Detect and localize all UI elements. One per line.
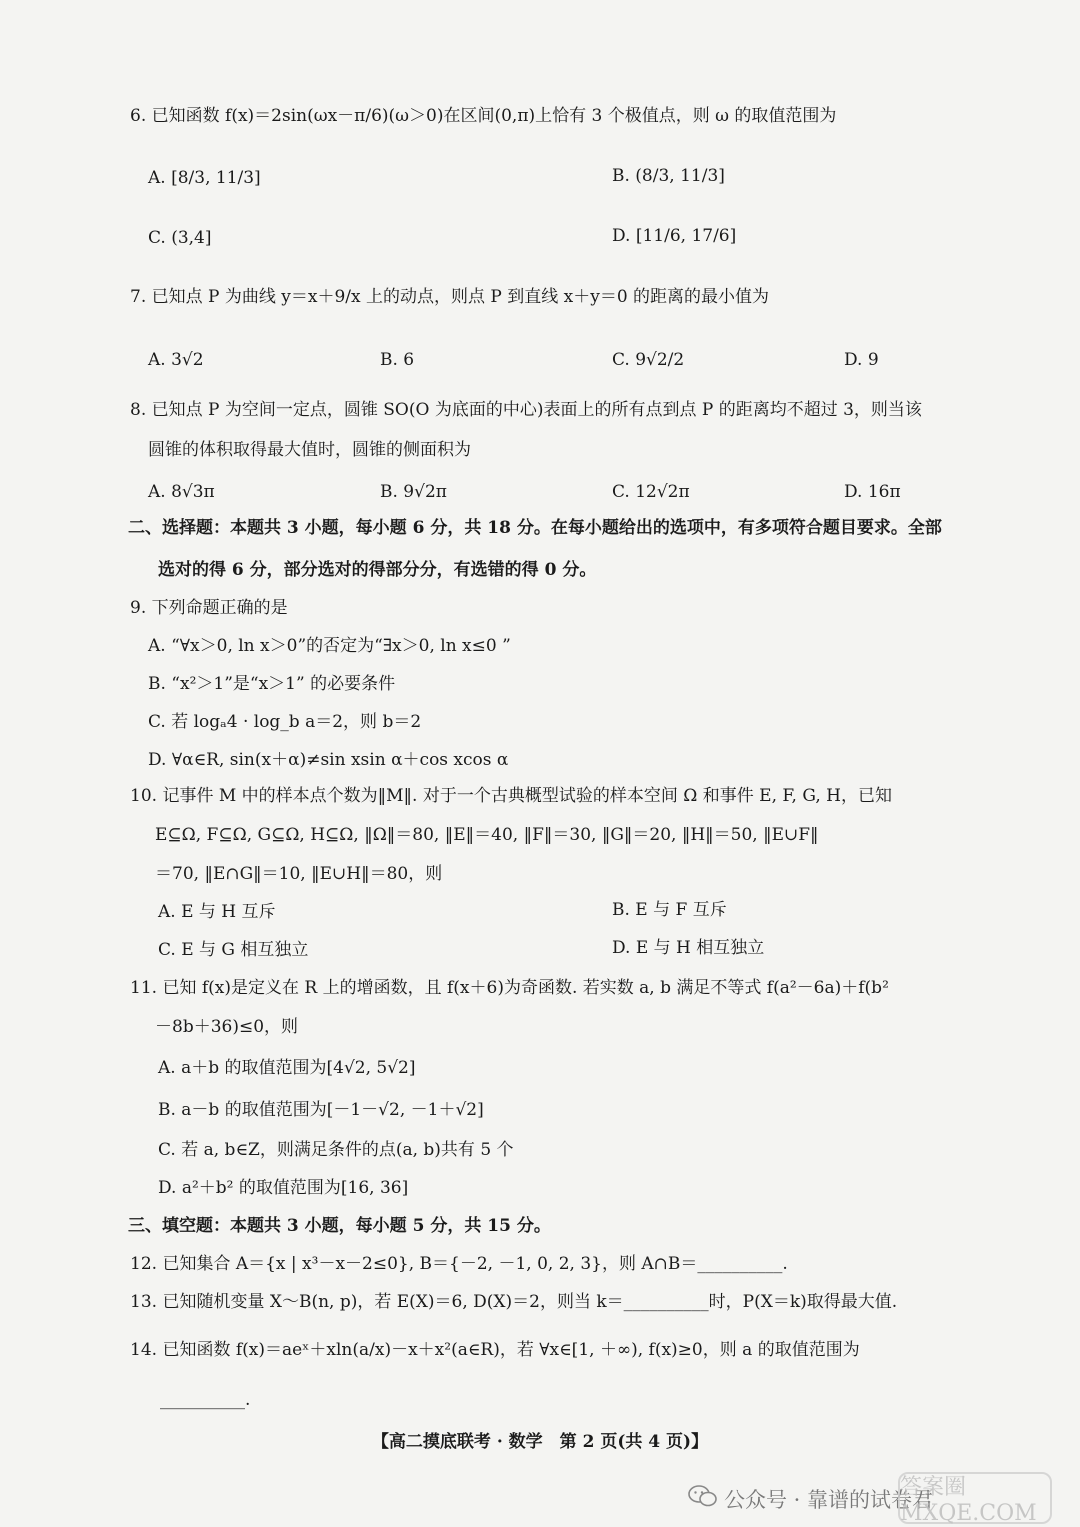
- q9-option-b: B. “x²＞1”是“x＞1” 的必要条件: [148, 674, 396, 694]
- question-8: 8. 已知点 P 为空间一定点，圆锥 SO(O 为底面的中心)表面上的所有点到点 P 的距离均不超过 3，则当该: [130, 400, 922, 420]
- question-8-cont: 圆锥的体积取得最大值时，圆锥的侧面积为: [148, 440, 471, 460]
- watermark-logo: 答案圈 MXQE.COM: [898, 1472, 1052, 1524]
- question-12: 12. 已知集合 A＝{x | x³－x－2≤0}, B＝{－2, －1, 0, 2, 3}，则 A∩B＝__________.: [130, 1254, 788, 1274]
- q7-option-c: C. 9√2/2: [612, 350, 685, 370]
- question-11-cont: －8b＋36)≤0，则: [155, 1017, 299, 1037]
- q11-option-c: C. 若 a, b∈Z，则满足条件的点(a, b)共有 5 个: [158, 1140, 514, 1160]
- question-14: 14. 已知函数 f(x)＝aeˣ＋xln(a/x)－x＋x²(a∈R)，若 ∀x∈[1, ＋∞), f(x)≥0，则 a 的取值范围为: [130, 1340, 860, 1360]
- q7-option-a: A. 3√2: [148, 350, 204, 370]
- q10-option-d: D. E 与 H 相互独立: [612, 938, 765, 958]
- question-10-cont-2: ＝70, ‖E∩G‖＝10, ‖E∪H‖＝80，则: [155, 864, 443, 884]
- question-10-cont-1: E⊆Ω, F⊆Ω, G⊆Ω, H⊆Ω, ‖Ω‖＝80, ‖E‖＝40, ‖F‖＝30, ‖G‖＝20, ‖H‖＝50, ‖E∪F‖: [155, 825, 819, 845]
- question-6: 6. 已知函数 f(x)＝2sin(ωx－π/6)(ω＞0)在区间(0,π)上恰有 3 个极值点，则 ω 的取值范围为: [130, 106, 837, 126]
- q11-option-a: A. a＋b 的取值范围为[4√2, 5√2]: [158, 1058, 416, 1078]
- watermark-text: 公众号 · 靠谱的试卷君: [724, 1488, 934, 1512]
- q9-option-a: A. “∀x＞0, ln x＞0”的否定为“∃x＞0, ln x≤0 ”: [148, 636, 511, 656]
- question-13: 13. 已知随机变量 X～B(n, p)，若 E(X)＝6, D(X)＝2，则当 k＝__________时，P(X＝k)取得最大值.: [130, 1292, 898, 1312]
- q10-option-a: A. E 与 H 互斥: [158, 902, 276, 922]
- question-7: 7. 已知点 P 为曲线 y＝x＋9/x 上的动点，则点 P 到直线 x＋y＝0 的距离的最小值为: [130, 287, 770, 307]
- section-3-heading: 三、填空题：本题共 3 小题，每小题 5 分，共 15 分。: [128, 1216, 551, 1236]
- q8-option-c: C. 12√2π: [612, 482, 690, 502]
- section-2-heading-cont: 选对的得 6 分，部分选对的得部分分，有选错的得 0 分。: [158, 560, 597, 580]
- q6-option-d: D. [11/6, 17/6]: [612, 226, 737, 246]
- q7-option-d: D. 9: [844, 350, 879, 370]
- q7-option-b: B. 6: [380, 350, 415, 370]
- q11-option-d: D. a²＋b² 的取值范围为[16, 36]: [158, 1178, 409, 1198]
- q10-option-c: C. E 与 G 相互独立: [158, 940, 309, 960]
- q6-option-a: A. [8/3, 11/3]: [148, 168, 261, 188]
- page-footer: 【高二摸底联考 · 数学 第 2 页(共 4 页)】: [371, 1432, 709, 1452]
- question-11: 11. 已知 f(x)是定义在 R 上的增函数，且 f(x＋6)为奇函数. 若实数 a, b 满足不等式 f(a²－6a)＋f(b²: [130, 978, 889, 998]
- q10-option-b: B. E 与 F 互斥: [612, 900, 727, 920]
- q8-option-a: A. 8√3π: [148, 482, 215, 502]
- wechat-icon: [688, 1484, 718, 1508]
- q9-option-d: D. ∀α∈R, sin(x＋α)≠sin xsin α＋cos xcos α: [148, 750, 509, 770]
- q8-option-b: B. 9√2π: [380, 482, 447, 502]
- q6-option-c: C. (3,4]: [148, 228, 212, 248]
- q9-option-c: C. 若 logₐ4 · log_b a＝2，则 b＝2: [148, 712, 422, 732]
- q11-option-b: B. a－b 的取值范围为[－1－√2, －1＋√2]: [158, 1100, 484, 1120]
- question-9: 9. 下列命题正确的是: [130, 598, 288, 618]
- q6-option-b: B. (8/3, 11/3]: [612, 166, 725, 186]
- question-10: 10. 记事件 M 中的样本点个数为‖M‖. 对于一个古典概型试验的样本空间 Ω 和事件 E, F, G, H，已知: [130, 786, 892, 806]
- section-2-heading: 二、选择题：本题共 3 小题，每小题 6 分，共 18 分。在每小题给出的选项中，有多项符合题目要求。全部: [128, 518, 942, 538]
- question-14-blank: __________.: [160, 1390, 251, 1410]
- q8-option-d: D. 16π: [844, 482, 901, 502]
